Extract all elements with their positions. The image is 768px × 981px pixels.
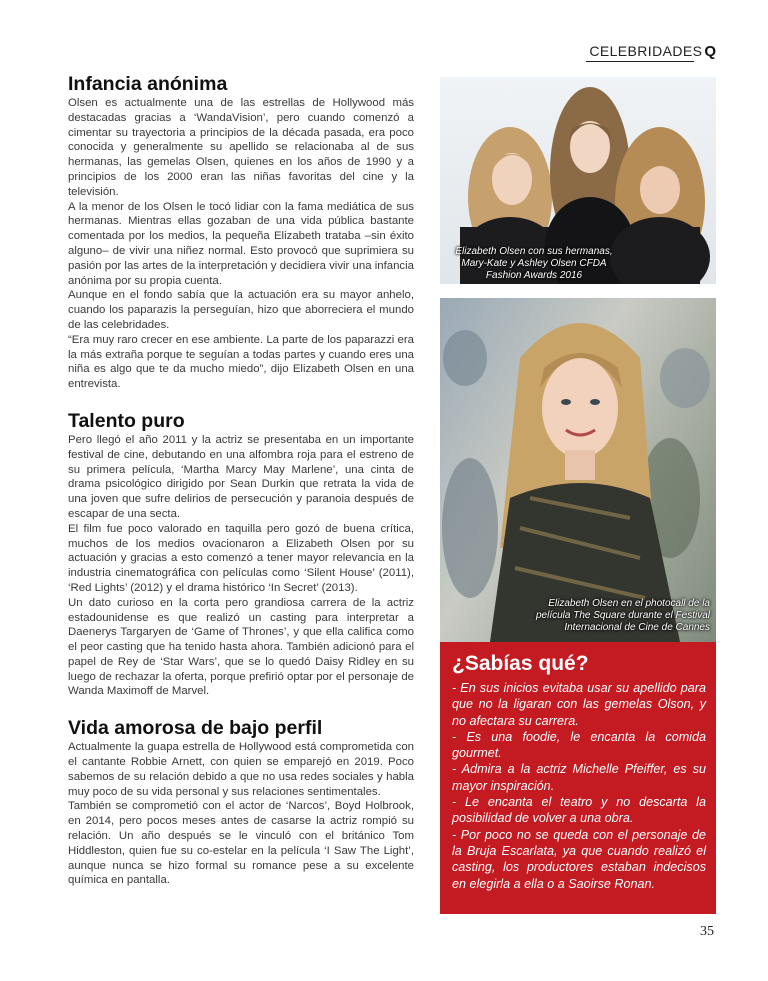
photo-olsen-sisters — [440, 77, 716, 284]
box-title: ¿Sabías qué? — [452, 652, 589, 675]
paragraph: El film fue poco valorado en taquilla pero gozó de buena crítica, muchos de los medios ovacionaron a Elizabeth Olsen por su actuación y gracias a esto comenzó a tener mayor relevancia en la industria cinematográfica con películas como ‘Silent House’ (2011), ‘Red Lights’ (2012) y el drama histórico ‘In Secret’ (2013). — [68, 522, 414, 594]
paragraph: Actualmente la guapa estrella de Hollywood está comprometida con el cantante Robbie Arnett, con quien se emparejó en 2019. Poco sabemos de su relación debido a que no usa redes sociales y habla muy poco de su vida personal y sus relaciones sentimentales. — [68, 741, 414, 798]
paragraph: Un dato curioso en la corta pero grandiosa carrera de la actriz estadounidense es que realizó un casting para interpretar a Daenerys Targaryen de ‘Game of Thrones’, y que ella califica como el peor casting que ha tenido hasta ahora. También adicionó para el papel de Rey de ‘Star Wars’, que se lo quedó Daisy Ridley en su luego de rechazar la oferta, porque prefirió optar por el personaje de Wanda Maximoff de Marvel. — [68, 596, 414, 698]
section-title-vida: Vida amorosa de bajo perfil — [68, 717, 323, 740]
paragraph: Aunque en el fondo sabía que la actuación era su mayor anhelo, cuando los paparazis la perseguían, hizo que aborreciera el mundo de las celebridades. — [68, 289, 414, 331]
section-title-infancia: Infancia anónima — [68, 73, 228, 95]
article-column — [68, 70, 414, 888]
photo-cannes-photocall — [440, 298, 716, 642]
list-item: - Es una foodie, le encanta la comida gourmet. — [452, 729, 706, 761]
section-label: CELEBRIDADES — [589, 43, 703, 59]
paragraph: También se comprometió con el actor de ‘Narcos’, Boyd Holbrook, en 2014, pero pocos meses antes de casarse la actriz rompió su relación. Un año después se le vinculó con el británico Tom Hiddleston, quien fue su co-estelar en la película ‘I Saw The Light’, aunque nunca se hizo formal su romance pese a su excelente química en pantalla. — [68, 800, 414, 887]
box-list — [452, 680, 706, 892]
magazine-logo-icon: Q — [704, 42, 716, 60]
paragraph: Pero llegó el año 2011 y la actriz se presentaba en un importante festival de cine, debutando en una alfombra roja para el estreno de su primera película, ‘Martha Marcy May Marlene’, una cinta de drama psicológico dirigido por Sean Durkin que retrata la vida de una joven que sufre delirios de persecución y paranoia después de escapar de una secta. — [68, 433, 414, 520]
photo-cannes-illustration — [440, 298, 716, 642]
paragraph: A la menor de los Olsen le tocó lidiar con la fama mediática de sus hermanas. Mientras ellas gozaban de una vida pública bastante comentada por los medios, la pequeña Elizabeth trataba –sin éxito alguno– de vivir una niñez normal. Esto provocó que suprimiera su pasión por las artes de la interpretación y decidiera vivir una infancia anónima por su propia cuenta. — [68, 200, 414, 287]
section-header — [586, 40, 716, 62]
header-underline — [586, 61, 694, 62]
list-item: - Admira a la actriz Michelle Pfeiffer, es su mayor inspiración. — [452, 762, 706, 793]
list-item: - Le encanta el teatro y no descarta la posibilidad de volver a una obra. — [452, 795, 706, 826]
section-title-talento: Talento puro — [68, 409, 185, 432]
paragraph: Olsen es actualmente una de las estrellas de Hollywood más destacadas gracias a ‘WandaVision’, pero cuando comenzó a cimentar su trayectoria a principios de la década pasada, era poco conocida y generalmente su apellido se relacionaba al de sus hermanas, las gemelas Olsen, quienes en los años de 1990 y a principios de los 2000 eran las niñas favoritas del cine y la televisión. — [68, 97, 414, 198]
photo-caption: Elizabeth Olsen con sus hermanas, Mary-Kate y Ashley Olsen CFDA Fashion Awards 2016 — [455, 246, 613, 281]
list-item: - Por poco no se queda con el personaje de la Bruja Escarlata, ya que cuando realizó el casting, los productores estaban indecisos en elegirla a ella o a Saoirse Ronan. — [452, 827, 706, 891]
photo-caption: Elizabeth Olsen en el photocall de la película The Square durante el Festival Internacional de Cine de Cannes — [536, 598, 710, 633]
page-number: 35 — [700, 924, 714, 939]
did-you-know-box — [440, 642, 716, 914]
list-item: - En sus inicios evitaba usar su apellido para que no la ligaran con las gemelas Olson, y no afectara su carrera. — [452, 681, 706, 728]
paragraph: “Era muy raro crecer en ese ambiente. La parte de los paparazzi era la más extraña porque te seguían a todas partes y cuando eres una niña es algo que te da mucho miedo”, dijo Elizabeth Olsen en una entrevista. — [68, 333, 414, 391]
